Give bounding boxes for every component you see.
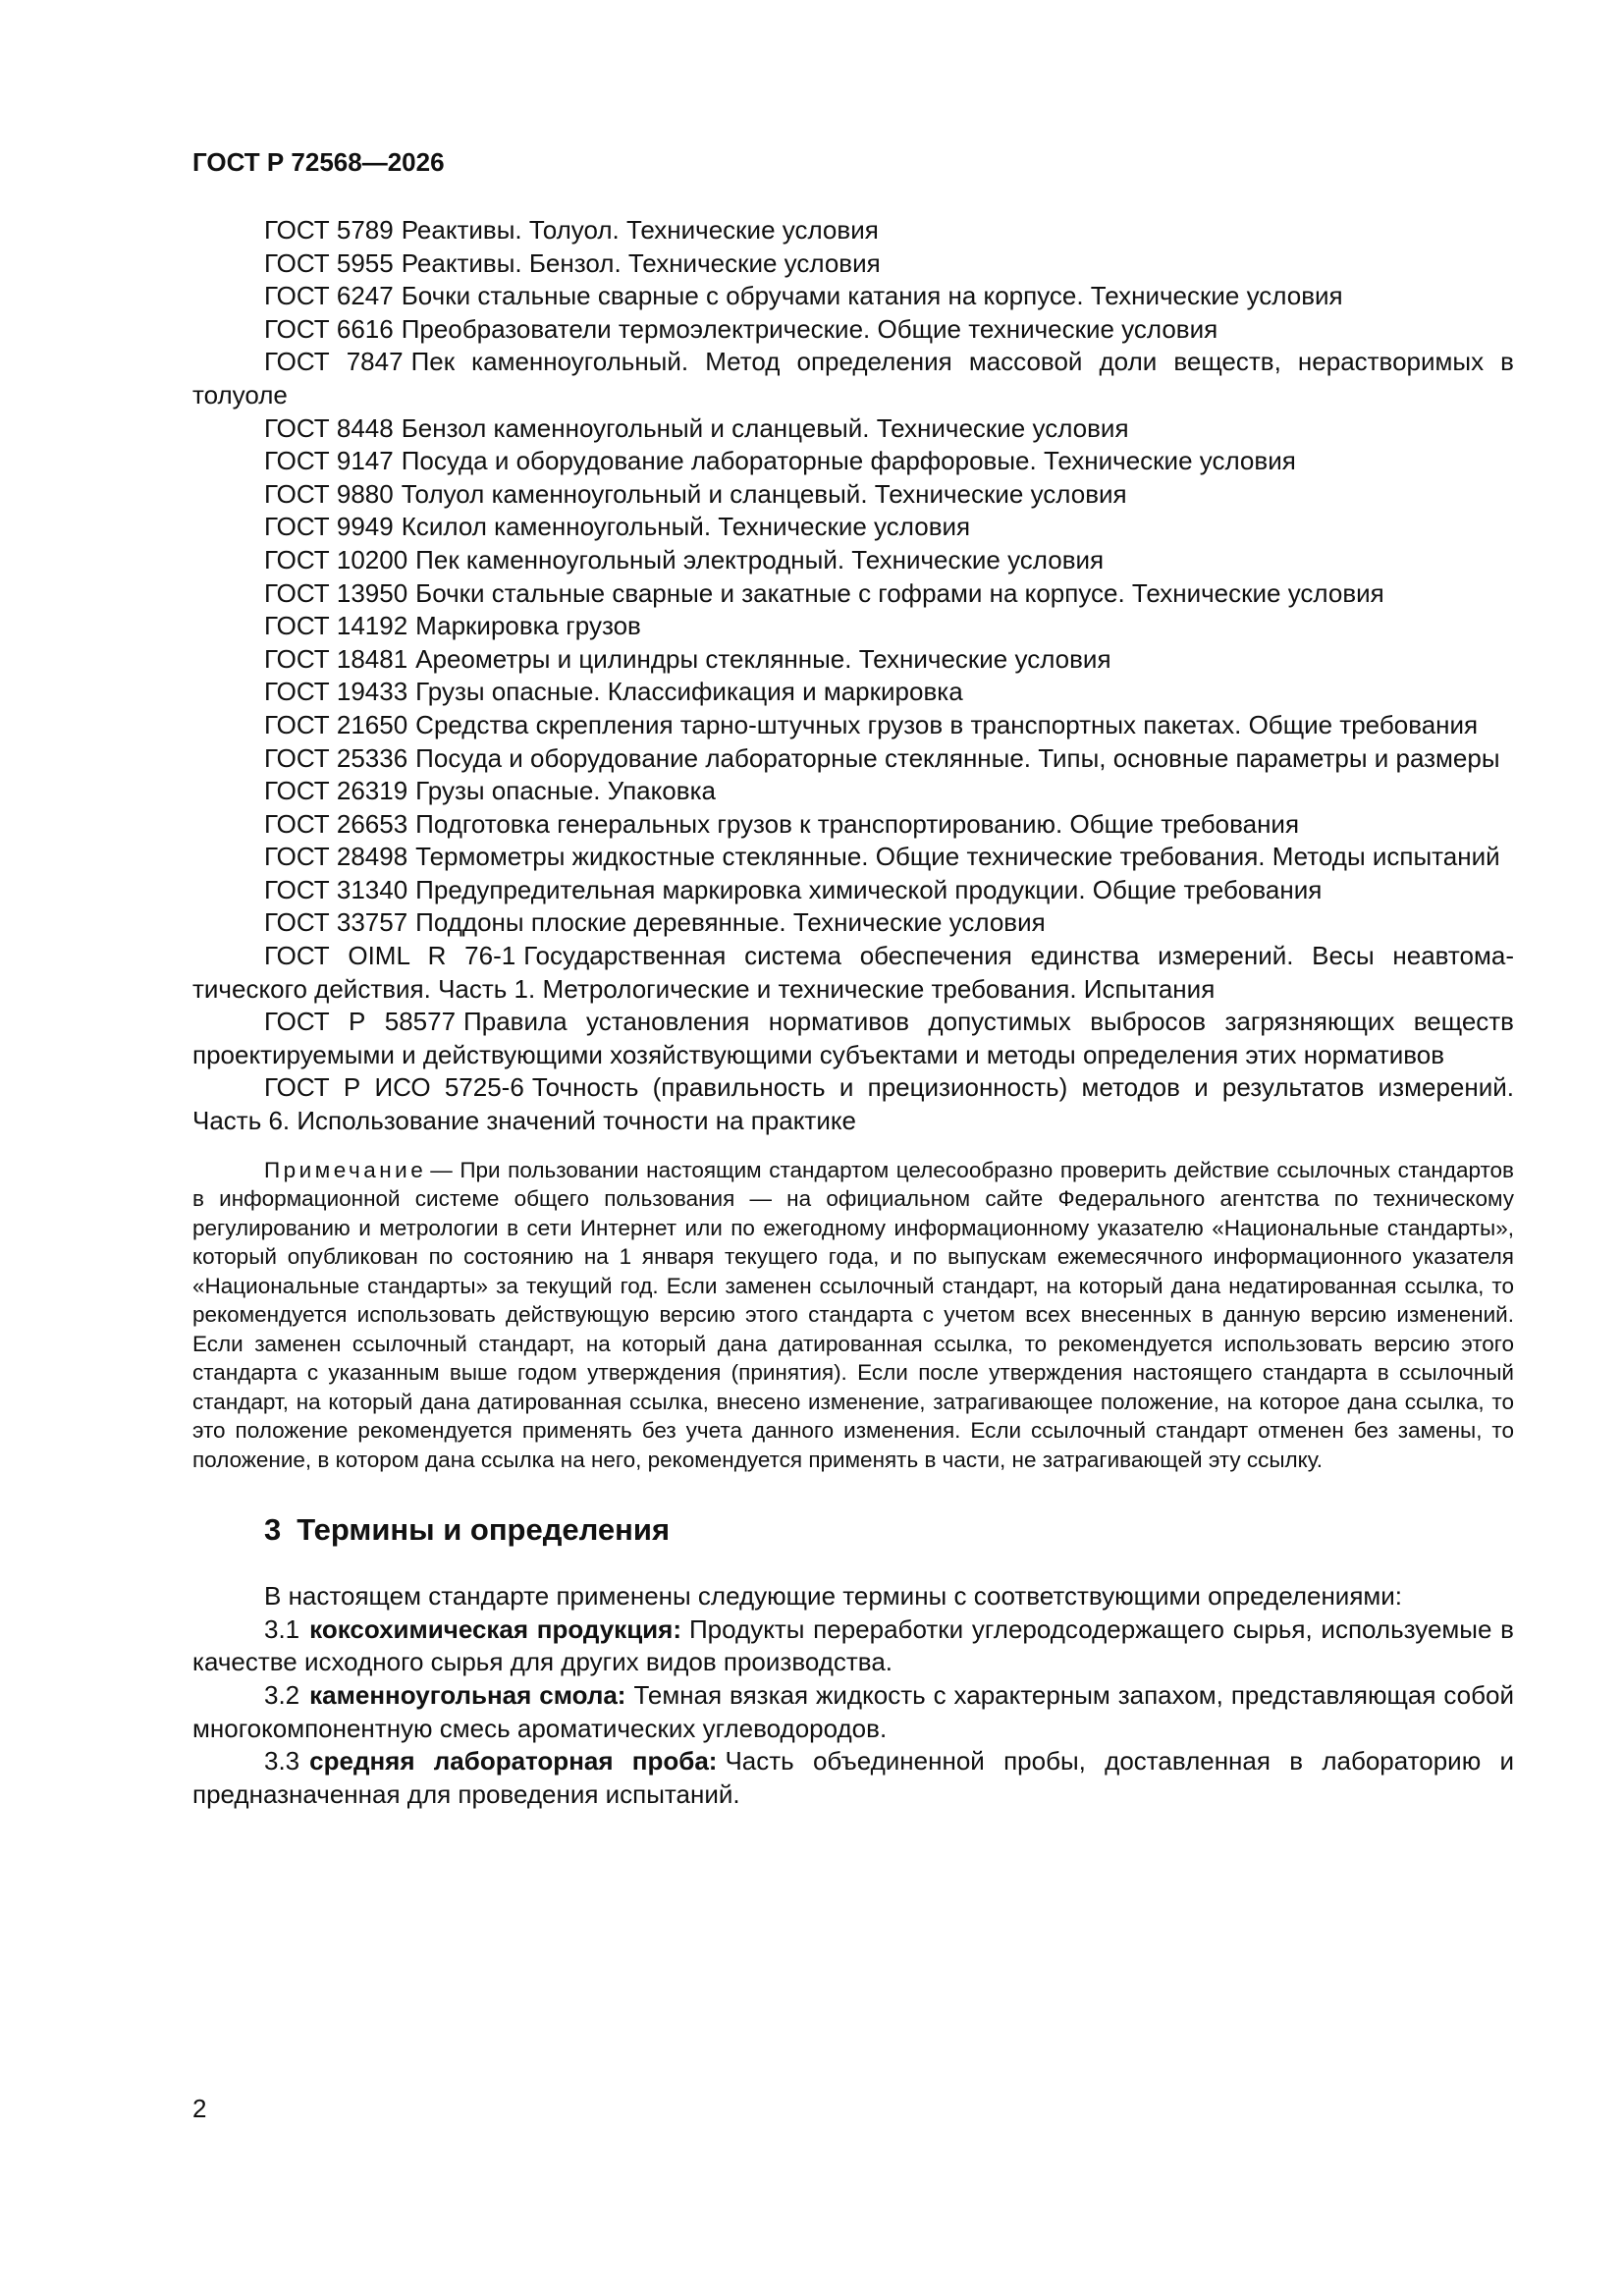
term-entry — [192, 1613, 1514, 1679]
page-number: 2 — [192, 2094, 207, 2123]
reference-code: ГОСТ Р 58577 — [264, 1007, 457, 1037]
reference-item — [192, 808, 1514, 842]
reference-title: Государственная система обеспечения единства измерений. Весы неавтоматического действия. Часть 1. Метрологические и технические требования. Испытания — [192, 941, 1514, 1004]
reference-code: ГОСТ 6247 — [264, 281, 394, 311]
reference-item — [192, 643, 1514, 677]
reference-item — [192, 412, 1514, 446]
reference-title: Средства скрепления тарно-штучных грузов в транспортных пакетах. Общие требования — [415, 709, 1479, 739]
section-heading — [192, 1511, 1514, 1549]
terms-intro: В настоящем стандарте применены следующие термины с соответствующими определениями: — [264, 1581, 1403, 1612]
reference-code: ГОСТ 26653 — [264, 808, 408, 839]
reference-title: Преобразователи термоэлектрические. Общие технические условия — [401, 313, 1218, 344]
reference-title: Пек каменноугольный электродный. Технические условия — [415, 544, 1105, 574]
reference-title: Реактивы. Толуол. Технические условия — [401, 215, 879, 245]
section-title: Термины и определения — [297, 1512, 671, 1548]
document-code-header: ГОСТ Р 72568—2026 — [192, 147, 445, 177]
reference-item — [192, 906, 1514, 940]
reference-title: Посуда и оборудование лабораторные фарфоровые. Технические условия — [401, 446, 1296, 476]
term-name: каменноугольная смола: — [309, 1679, 626, 1710]
reference-code: ГОСТ 9949 — [264, 512, 394, 542]
reference-item — [192, 775, 1514, 808]
reference-item — [192, 478, 1514, 512]
reference-title: Точность (правильность и прецизионность) методов и результатов измерений. Часть 6. Использование значений точности на практике — [192, 1072, 1514, 1136]
reference-code: ГОСТ 31340 — [264, 874, 408, 904]
reference-item — [192, 511, 1514, 544]
term-name: средняя лабораторная проба: — [309, 1746, 718, 1777]
reference-item — [192, 676, 1514, 709]
reference-item — [192, 280, 1514, 313]
section-number: 3 — [264, 1512, 282, 1548]
terms-section — [192, 1580, 1514, 1811]
reference-code: ГОСТ 33757 — [264, 907, 408, 938]
reference-title: Бочки стальные сварные с обручами катания на корпусе. Технические условия — [401, 281, 1343, 311]
reference-item — [192, 544, 1514, 577]
reference-title: Поддоны плоские деревянные. Технические условия — [415, 907, 1046, 938]
reference-title: Реактивы. Бензол. Технические условия — [401, 247, 881, 278]
reference-code: ГОСТ 26319 — [264, 776, 408, 806]
reference-title: Пек каменноугольный. Метод определения массовой доли веществ, нерастворимых в толуоле — [192, 347, 1514, 410]
normative-references-list — [192, 214, 1514, 1138]
reference-item — [192, 610, 1514, 643]
reference-title: Маркировка грузов — [415, 611, 641, 641]
term-definition: Темная вязкая жидкость с характерным запахом, представляющая собой многокомпонентную смесь ароматических углеводородов. — [192, 1679, 1514, 1743]
references-note — [192, 1156, 1514, 1475]
reference-code: ГОСТ 5789 — [264, 215, 394, 245]
reference-code: ГОСТ OIML R 76-1 — [264, 941, 516, 971]
reference-item — [192, 742, 1514, 776]
reference-item — [192, 1006, 1514, 1071]
reference-item — [192, 577, 1514, 611]
reference-title: Предупредительная маркировка химической продукции. Общие требования — [415, 874, 1323, 904]
term-number: 3.3 — [264, 1746, 300, 1777]
reference-code: ГОСТ 14192 — [264, 611, 408, 641]
reference-code: ГОСТ 10200 — [264, 544, 408, 574]
reference-title: Ареометры и цилиндры стеклянные. Технические условия — [415, 643, 1111, 674]
document-page — [192, 147, 1514, 1811]
term-entry — [192, 1679, 1514, 1745]
reference-title: Правила установления нормативов допустимых выбросов загрязняющих веществ проектируемыми и действующими хозяйствующими субъектами и методы определения этих нормативов — [192, 1007, 1514, 1069]
reference-item — [192, 247, 1514, 281]
reference-code: ГОСТ 6616 — [264, 313, 394, 344]
reference-code: ГОСТ 9147 — [264, 446, 394, 476]
reference-title: Термометры жидкостные стеклянные. Общие технические требования. Методы испытаний — [415, 842, 1500, 872]
reference-item — [192, 445, 1514, 478]
reference-item — [192, 1071, 1514, 1137]
reference-code: ГОСТ 28498 — [264, 842, 408, 872]
reference-code: ГОСТ 18481 — [264, 643, 408, 674]
reference-title: Грузы опасные. Упаковка — [415, 776, 716, 806]
reference-title: Бочки стальные сварные и закатные с гофрами на корпусе. Технические условия — [415, 577, 1384, 608]
reference-code: ГОСТ 5955 — [264, 247, 394, 278]
term-number: 3.2 — [264, 1679, 300, 1710]
note-text: — При пользовании настоящим стандартом целесообразно проверить действие ссылочных стандартов в информационной системе общего пользования — на официальном сайте Федерального агентства по техническому регулированию и метрологии в сети Интернет или по ежегодному информационному указателю «Национальные стандарты», который опубликован по состоянию на 1 января текущего года, и по выпускам ежемесячного информационного указателя «Национальные стандарты» за текущий год. Если заменен ссылочный стандарт, на который дана недатированная ссылка, то рекомендуется использовать действующую версию этого стандарта с учетом всех внесенных в данную версию изменений. Если заменен ссылочный стандарт, на который дана датированная ссылка, то рекомендуется использовать версию этого стандарта с указанным выше годом утверждения (принятия). Если после утверждения настоящего стандарта в ссылочный стандарт, на который дана датированная ссылка, внесено изменение, затрагивающее положение, на которое дана ссылка, то это положение рекомендуется применять без учета данного изменения. Если ссылочный стандарт отменен без замены, то положение, в котором дана ссылка на него, рекомендуется применять в части, не затрагивающей эту ссылку. — [192, 1157, 1514, 1472]
reference-title: Бензол каменноугольный и сланцевый. Технические условия — [401, 412, 1129, 443]
reference-title: Подготовка генеральных грузов к транспортированию. Общие требования — [415, 808, 1300, 839]
reference-item — [192, 709, 1514, 742]
reference-item — [192, 841, 1514, 874]
reference-code: ГОСТ 21650 — [264, 709, 408, 739]
reference-title: Грузы опасные. Классификация и маркировка — [415, 677, 963, 707]
reference-item — [192, 313, 1514, 347]
reference-code: ГОСТ 7847 — [264, 347, 404, 377]
note-label: Примечание — [264, 1157, 427, 1182]
term-entry — [192, 1745, 1514, 1811]
reference-item — [192, 940, 1514, 1006]
term-number: 3.1 — [264, 1613, 300, 1644]
reference-title: Посуда и оборудование лабораторные стеклянные. Типы, основные параметры и размеры — [415, 742, 1500, 773]
reference-code: ГОСТ 8448 — [264, 412, 394, 443]
reference-title: Ксилол каменноугольный. Технические условия — [401, 512, 971, 542]
reference-item — [192, 214, 1514, 247]
term-name: коксохимическая продукция: — [309, 1613, 681, 1644]
reference-code: ГОСТ 13950 — [264, 577, 408, 608]
reference-code: ГОСТ 19433 — [264, 677, 408, 707]
term-definition: Часть объединенной пробы, доставленная в лабораторию и предназначенная для проведения испытаний. — [192, 1746, 1514, 1809]
reference-item — [192, 346, 1514, 411]
reference-title: Толуол каменноугольный и сланцевый. Технические условия — [401, 478, 1127, 509]
reference-code: ГОСТ 9880 — [264, 478, 394, 509]
reference-code: ГОСТ 25336 — [264, 742, 408, 773]
reference-code: ГОСТ Р ИСО 5725-6 — [264, 1072, 524, 1103]
term-definition: Продукты переработки углеродсодержащего сырья, используемые в качестве исходного сырья для других видов производства. — [192, 1613, 1514, 1677]
reference-item — [192, 874, 1514, 907]
